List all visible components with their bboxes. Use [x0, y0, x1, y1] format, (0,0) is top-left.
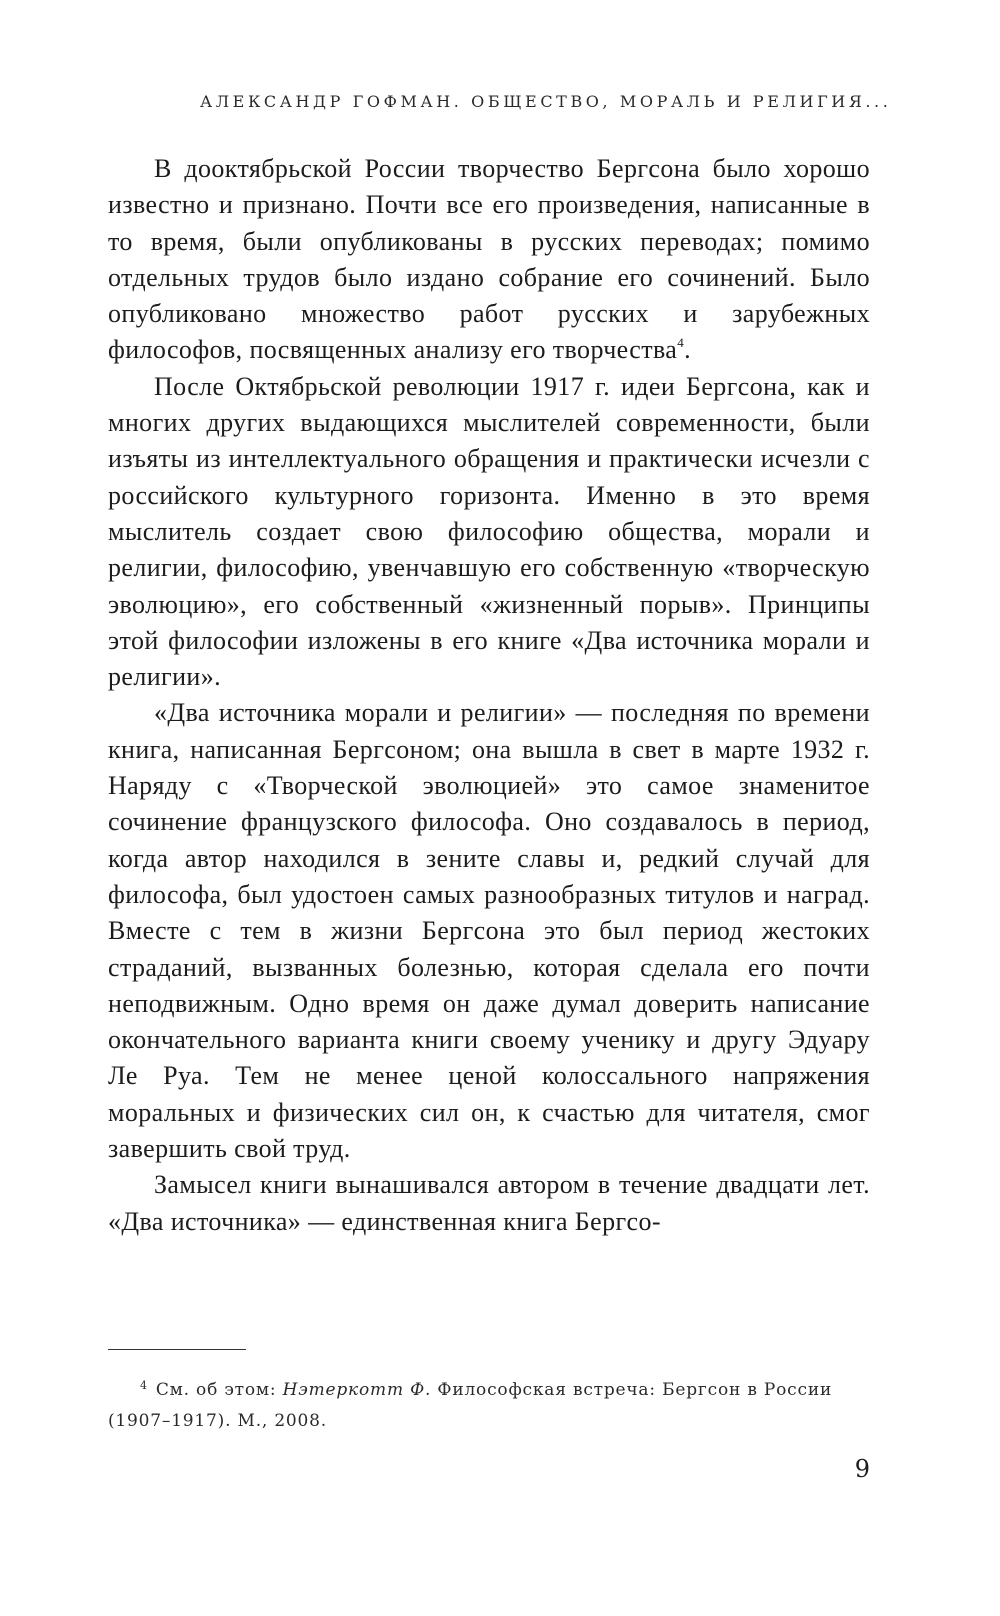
paragraph-4: Замысел книги вынашивался автором в течение двадцати лет. «Два источника» — единственная книга Бергсо- [108, 1170, 870, 1236]
paragraph-1-end: . [684, 335, 692, 365]
paragraph-1 [108, 151, 870, 369]
footnote-mark: 4 [140, 1379, 148, 1392]
paragraph-2: После Октябрьской революции 1917 г. идеи Бергсона, как и многих других выдающихся мыслителей современности, были изъяты из интеллектуального обращения и практически исчезли с российского культурного горизонта. Именно в это время мыслитель создает свою философию общества, морали и религии, философию, увенчавшую его собственную «творческую эволюцию», его собственный «жизненный порыв». Принципы этой философии изложены в его книге «Два источника морали и религии». [108, 371, 870, 692]
footnote-reference[interactable]: 4 [677, 335, 685, 351]
paragraph-3: «Два источника морали и религии» — последняя по времени книга, написанная Бергсоном; она вышла в свет в марте 1932 г. Наряду с «Творческой эволюцией» это самое знаменитое сочинение французского философа. Оно создавалось в период, когда автор находился в зените славы и, редкий случай для философа, был удостоен самых разнообразных титулов и наград. Вместе с тем в жизни Бергсона это был период жестоких страданий, вызванных болезнью, которая сделала его почти неподвижным. Одно время он даже думал доверить написание окончательного варианта книги своему ученику и другу Эдуару Ле Руа. Тем не менее ценой колоссального напряжения моральных и физических сил он, к счастью для читателя, смог завершить свой труд. [108, 698, 870, 1164]
footnote [108, 1370, 870, 1437]
running-head: АЛЕКСАНДР ГОФМАН. ОБЩЕСТВО, МОРАЛЬ И РЕЛИГИЯ... [200, 92, 892, 111]
footnote-author: Нэтеркотт Ф. [282, 1380, 432, 1400]
footnote-text: Философская встреча: Бергсон в России (1907–1917). М., 2008. [108, 1380, 833, 1431]
footnote-prefix: См. об этом: [155, 1380, 283, 1400]
main-text [108, 151, 870, 1240]
paragraph-1-text: В доoктябрьской России творчество Бергсона было хорошо известно и признано. Почти все его произведения, написанные в то время, были опубликованы в русских переводах; помимо отдельных трудов было издано собрание его сочинений. Было опубликовано множество работ русских и зарубежных философов, посвященных анализу его творчества [108, 154, 870, 365]
page-number: 9 [854, 1455, 870, 1483]
footnote-divider [108, 1349, 246, 1350]
